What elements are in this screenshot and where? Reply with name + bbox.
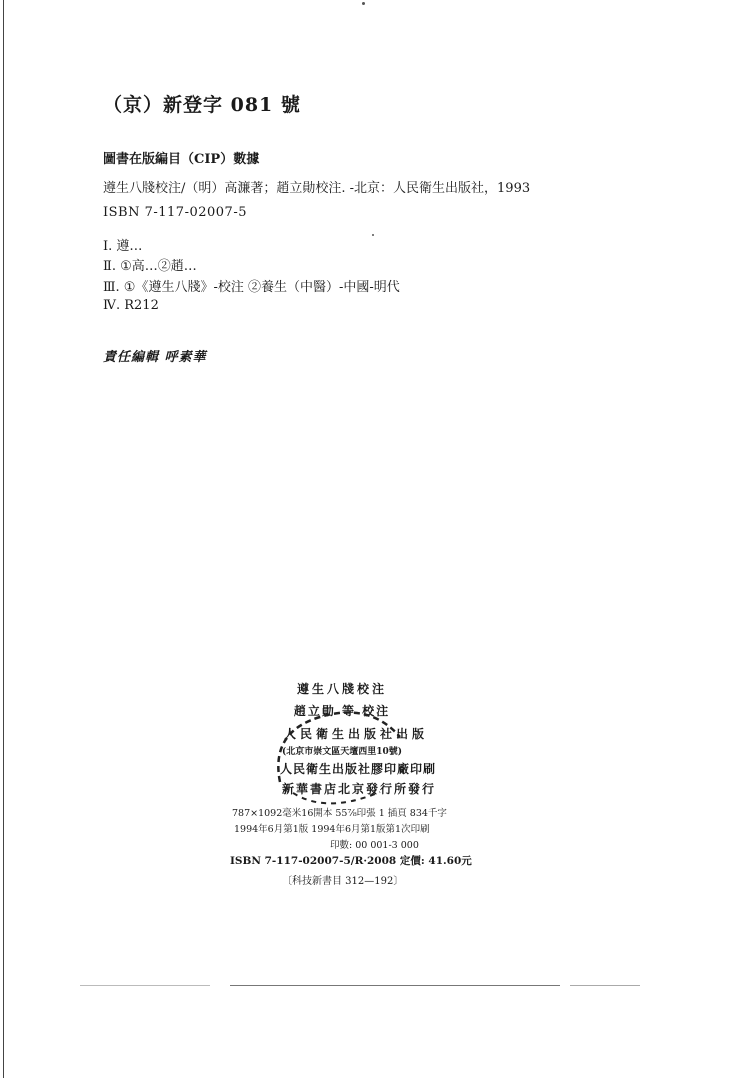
colophon-isbn-price: ISBN 7-117-02007-5/R·2008 定價: 41.60元	[230, 855, 472, 867]
colophon-print-count: 印數: 00 001-3 000	[330, 840, 419, 851]
bottom-rule	[230, 985, 560, 986]
colophon-spec: 787×1092毫米16開本 55⅞印張 1 插頁 834千字	[232, 808, 447, 819]
cip-index-line: Ⅱ. ①高…②趙…	[103, 259, 197, 274]
cip-index-line: Ⅳ. R212	[103, 298, 159, 313]
colophon-author: 趙立勛 等 校注	[293, 704, 391, 718]
colophon-edition: 1994年6月第1版 1994年6月第1版第1次印刷	[234, 824, 430, 835]
colophon-title: 遵生八牋校注	[296, 682, 387, 696]
colophon-catalog: 〔科技新書目 312—192〕	[282, 876, 404, 887]
colophon-printer: 人民衛生出版社膠印廠印刷	[280, 762, 437, 776]
page-edge	[3, 0, 4, 1078]
cip-heading: 圖書在版編目（CIP）數據	[103, 152, 260, 167]
colophon-address: (北京市崇文區天壇西里10號)	[282, 747, 403, 757]
license-number: （京）新登字 081 號	[103, 94, 301, 116]
speck	[372, 234, 374, 236]
colophon-publisher: 人民衛生出版社出版	[284, 727, 429, 741]
speck	[362, 2, 365, 5]
cip-index-line: Ⅲ. ①《遵生八牋》-校注 ②養生（中醫）-中國-明代	[103, 280, 400, 295]
bottom-rule	[80, 985, 210, 986]
colophon-distributor: 新華書店北京發行所發行	[282, 782, 437, 796]
cip-isbn: ISBN 7-117-02007-5	[103, 205, 247, 220]
cip-main-entry: 遵生八牋校注/（明）高濂著；趙立勛校注. -北京：人民衛生出版社，1993	[103, 181, 531, 196]
bottom-rule	[570, 985, 640, 986]
responsible-editor: 責任編輯 呼素華	[103, 350, 207, 365]
cip-index-line: Ⅰ. 遵…	[103, 239, 143, 254]
